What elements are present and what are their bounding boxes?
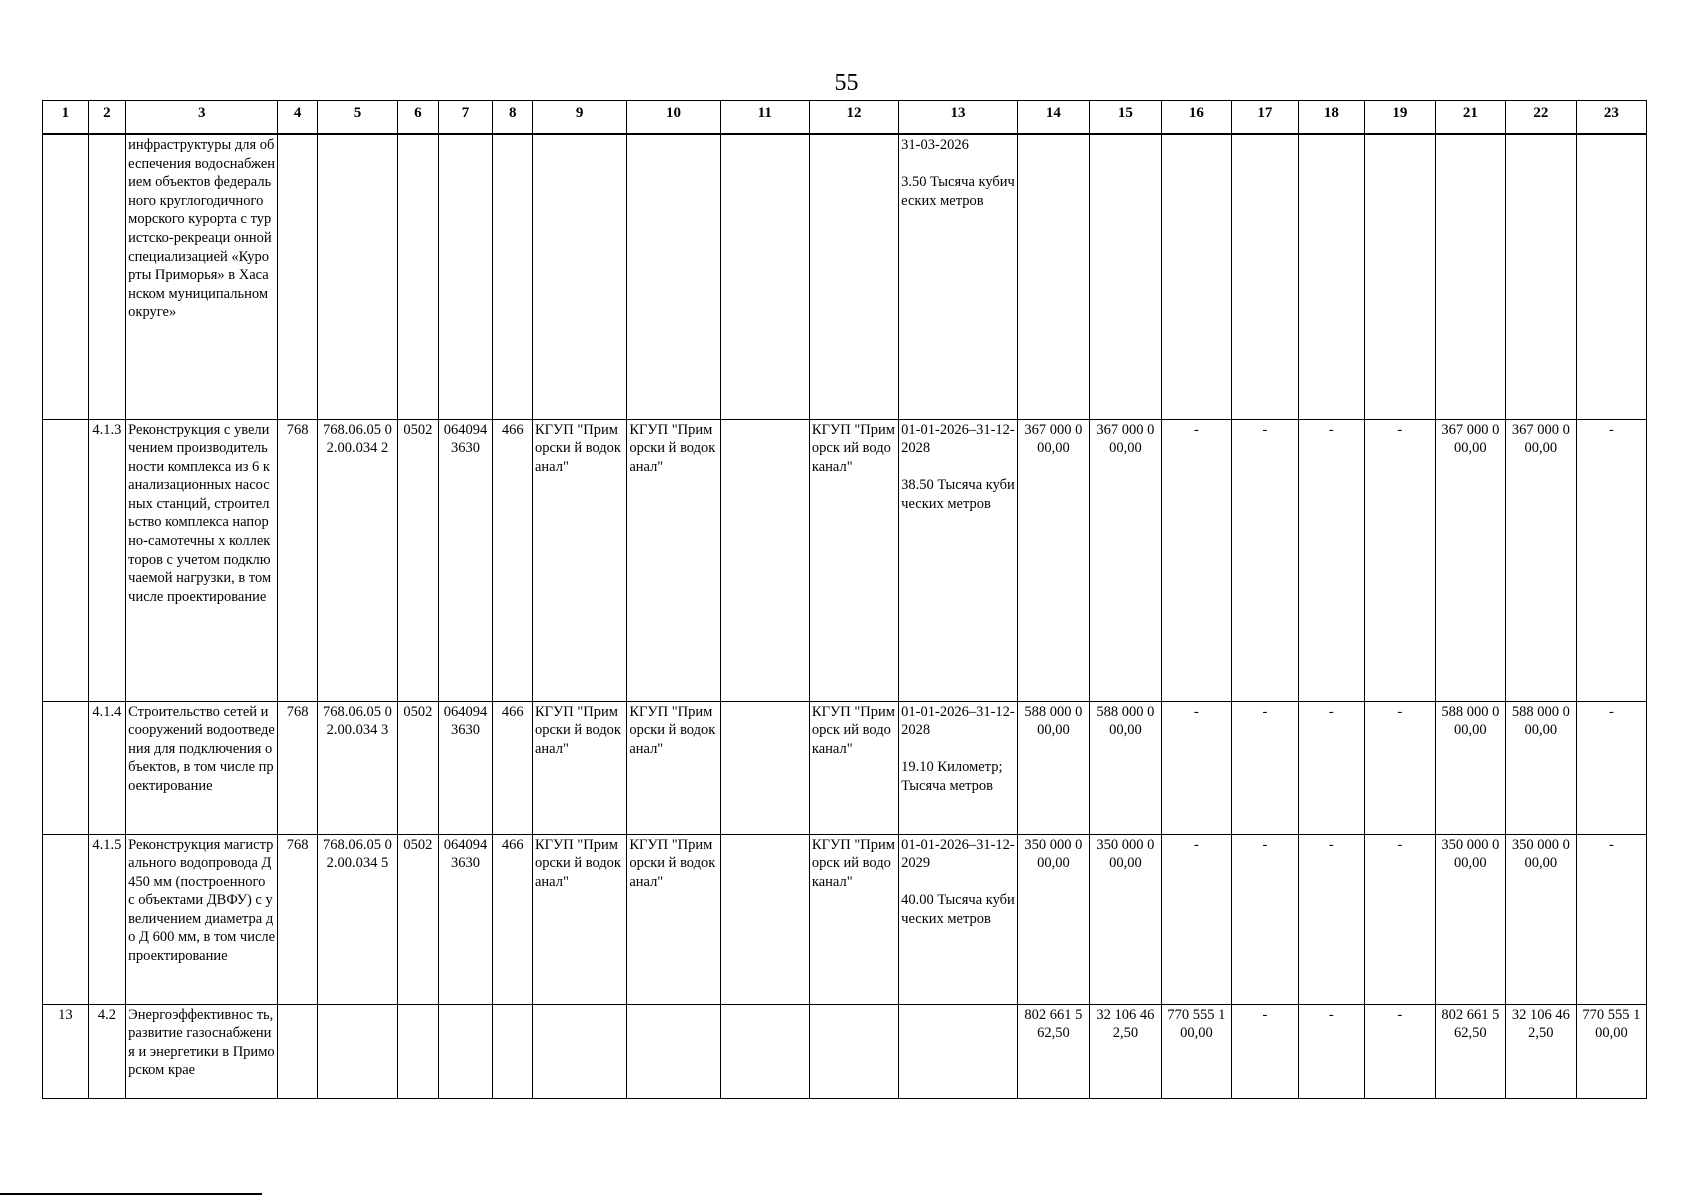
cell-c13 [899,419,1018,701]
col-header: 2 [88,101,126,135]
cell-c4 [278,1004,318,1098]
cell-c16: 770 555 1 00,00 [1161,1004,1231,1098]
cell-c5 [317,1004,397,1098]
table-row [43,834,1647,1004]
cell-c14: 588 000 0 00,00 [1017,701,1089,834]
cell-c8: 466 [493,701,533,834]
cell-c7: 064094 3630 [438,834,493,1004]
description-text: Энергоэффективнос ть, развитие газоснабжения и энергетики в Приморском крае [128,1006,277,1079]
cell-c13 [899,134,1018,419]
cell-c10 [627,1004,720,1098]
cell-c18: - [1298,701,1364,834]
col-header: 1 [43,101,89,135]
cell-c14 [1017,134,1089,419]
cell-c6: 0502 [398,419,439,701]
cell-c11 [720,701,809,834]
cell-c22: 367 000 0 00,00 [1505,419,1576,701]
cell-c19: - [1364,701,1435,834]
cell-c7: 064094 3630 [438,701,493,834]
col-header: 23 [1576,101,1646,135]
cell-c9: КГУП "Приморски й водоканал" [532,419,626,701]
col-header: 12 [809,101,898,135]
cell-c23: - [1576,701,1646,834]
cell-c15 [1089,134,1161,419]
cell-c17: - [1231,834,1298,1004]
cell-c6 [398,134,439,419]
cell-c19: - [1364,419,1435,701]
table-row [43,701,1647,834]
description-text: Реконструкция с увеличением производительности комплекса из 6 канализационных насосных станций, строительство комплекса напорно-самотечны х коллекторов с учетом подключаемой нагрузки, в том числе проектирование [128,421,275,605]
cell-c17: - [1231,419,1298,701]
cell-c22: 350 000 0 00,00 [1505,834,1576,1004]
cell-c6: 0502 [398,834,439,1004]
description-text: инфраструктуры для обеспечения водоснабжением объектов федерального круглогодичного морского курорта с туристско-рекреаци онной специализацией «Курорты Приморья» в Хасанском муниципальном округе» [128,137,276,321]
cell-item-code: 4.2 [88,1004,126,1098]
col-header: 19 [1364,101,1435,135]
cell-c10 [627,134,720,419]
col-header: 7 [438,101,493,135]
cell-c12: КГУП "Приморск ий водоканал" [809,419,898,701]
cell-c10: КГУП "Приморски й водоканал" [627,419,720,701]
col-header: 16 [1161,101,1231,135]
cell-c18: - [1298,419,1364,701]
cell-c18 [1298,134,1364,419]
cell-c23: - [1576,834,1646,1004]
period-text: 01-01-2026–31-12-2028 38.50 Тысяча кубических метров [901,421,1015,512]
cell-c5: 768.06.05 02.00.034 3 [317,701,397,834]
cell-c9 [532,134,626,419]
cell-c12: КГУП "Приморск ий водоканал" [809,701,898,834]
cell-c16: - [1161,701,1231,834]
cell-c15: 350 000 0 00,00 [1089,834,1161,1004]
cell-c21 [1435,134,1505,419]
cell-item-code: 4.1.5 [88,834,126,1004]
col-header: 4 [278,101,318,135]
cell-item-code [88,134,126,419]
cell-c5: 768.06.05 02.00.034 2 [317,419,397,701]
cell-c23 [1576,134,1646,419]
cell-c15: 367 000 0 00,00 [1089,419,1161,701]
cell-c12 [809,134,898,419]
col-header: 22 [1505,101,1576,135]
cell-c4: 768 [278,419,318,701]
cell-c11 [720,419,809,701]
cell-c19: - [1364,834,1435,1004]
col-header: 14 [1017,101,1089,135]
cell-c21: 367 000 0 00,00 [1435,419,1505,701]
cell-c22: 588 000 0 00,00 [1505,701,1576,834]
header-row [43,101,1647,135]
cell-c18: - [1298,834,1364,1004]
cell-c19 [1364,134,1435,419]
cell-c7 [438,1004,493,1098]
col-header: 18 [1298,101,1364,135]
cell-row-number [43,701,89,834]
col-header: 3 [126,101,278,135]
description-text: Строительство сетей и сооружений водоотведения для подключения объектов, в том числе проектирование [128,703,275,794]
cell-description [126,834,278,1004]
cell-c17: - [1231,1004,1298,1098]
cell-c15: 588 000 0 00,00 [1089,701,1161,834]
cell-c8 [493,134,533,419]
col-header: 13 [899,101,1018,135]
col-header: 9 [532,101,626,135]
cell-description [126,419,278,701]
cell-c22 [1505,134,1576,419]
cell-c6: 0502 [398,701,439,834]
cell-c23: 770 555 1 00,00 [1576,1004,1646,1098]
cell-item-code: 4.1.3 [88,419,126,701]
cell-c9: КГУП "Приморски й водоканал" [532,834,626,1004]
cell-c17: - [1231,701,1298,834]
period-text: 01-01-2026–31-12-2029 40.00 Тысяча кубических метров [901,836,1015,927]
cell-c14: 802 661 5 62,50 [1017,1004,1089,1098]
cell-c12 [809,1004,898,1098]
cell-c10: КГУП "Приморски й водоканал" [627,834,720,1004]
cell-c8: 466 [493,834,533,1004]
cell-c19: - [1364,1004,1435,1098]
cell-c9 [532,1004,626,1098]
col-header: 21 [1435,101,1505,135]
period-text: 31-03-2026 3.50 Тысяча кубических метров [901,137,1015,209]
cell-c13 [899,701,1018,834]
col-header: 5 [317,101,397,135]
table-header [43,101,1647,135]
cell-c8: 466 [493,419,533,701]
cell-c6 [398,1004,439,1098]
cell-c9: КГУП "Приморски й водоканал" [532,701,626,834]
cell-c13 [899,1004,1018,1098]
table-row [43,1004,1647,1098]
cell-c4: 768 [278,701,318,834]
cell-c16: - [1161,419,1231,701]
cell-item-code: 4.1.4 [88,701,126,834]
table-row [43,134,1647,419]
col-header: 6 [398,101,439,135]
table-row [43,419,1647,701]
cell-c11 [720,1004,809,1098]
budget-table [42,100,1647,1099]
cell-c21: 588 000 0 00,00 [1435,701,1505,834]
cell-c16: - [1161,834,1231,1004]
cell-c22: 32 106 46 2,50 [1505,1004,1576,1098]
footnote-rule [0,1193,262,1195]
cell-c12: КГУП "Приморск ий водоканал" [809,834,898,1004]
cell-c21: 802 661 5 62,50 [1435,1004,1505,1098]
cell-c15: 32 106 46 2,50 [1089,1004,1161,1098]
cell-c10: КГУП "Приморски й водоканал" [627,701,720,834]
cell-row-number [43,419,89,701]
cell-c8 [493,1004,533,1098]
cell-c11 [720,834,809,1004]
cell-description [126,1004,278,1098]
cell-c5: 768.06.05 02.00.034 5 [317,834,397,1004]
cell-c18: - [1298,1004,1364,1098]
cell-row-number [43,134,89,419]
col-header: 15 [1089,101,1161,135]
cell-c5 [317,134,397,419]
cell-row-number [43,834,89,1004]
col-header: 10 [627,101,720,135]
cell-c21: 350 000 0 00,00 [1435,834,1505,1004]
cell-c14: 367 000 0 00,00 [1017,419,1089,701]
cell-description [126,701,278,834]
cell-c14: 350 000 0 00,00 [1017,834,1089,1004]
cell-c23: - [1576,419,1646,701]
cell-c17 [1231,134,1298,419]
cell-c7: 064094 3630 [438,419,493,701]
col-header: 17 [1231,101,1298,135]
page-number: 55 [834,70,859,96]
cell-c7 [438,134,493,419]
cell-c11 [720,134,809,419]
col-header: 11 [720,101,809,135]
cell-c13 [899,834,1018,1004]
cell-c16 [1161,134,1231,419]
cell-c4 [278,134,318,419]
period-text: 01-01-2026–31-12-2028 19.10 Километр; Тысяча метров [901,703,1015,794]
col-header: 8 [493,101,533,135]
description-text: Реконструкция магистрального водопровода Д 450 мм (построенного с объектами ДВФУ) с увеличением диаметра до Д 600 мм, в том числе проектирование [128,836,279,965]
cell-c4: 768 [278,834,318,1004]
cell-description [126,134,278,419]
cell-row-number: 13 [43,1004,89,1098]
